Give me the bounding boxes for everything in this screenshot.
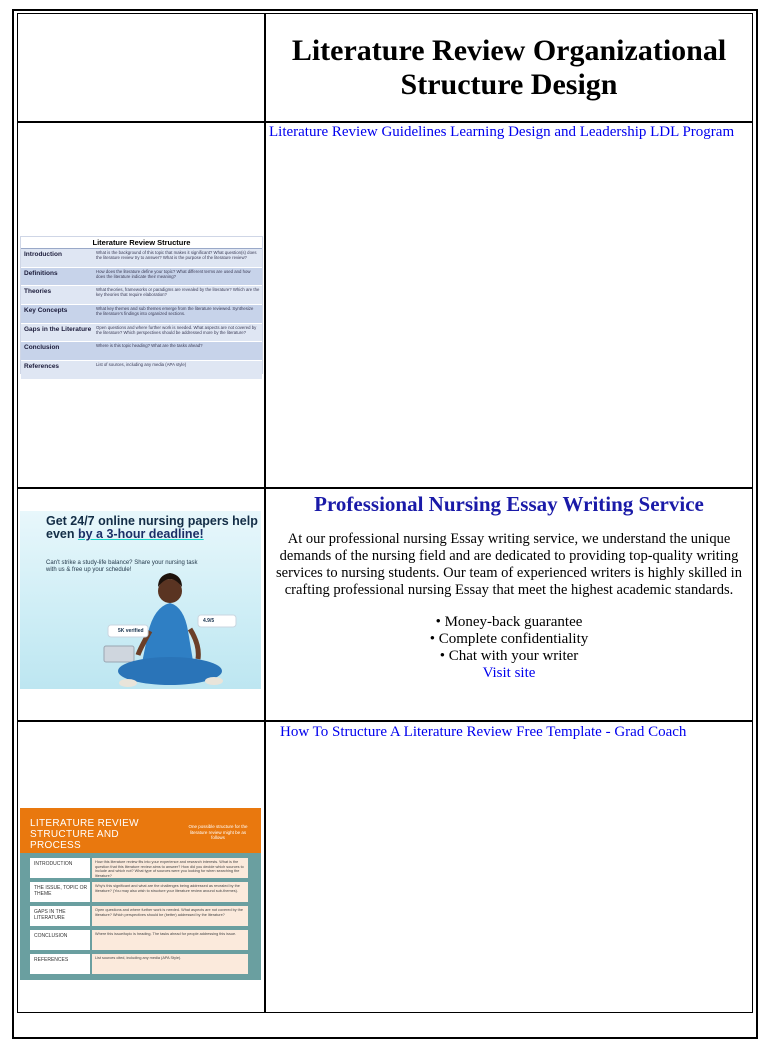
ad-headline-highlight: by a 3-hour deadline!	[77, 527, 204, 541]
thumbnail-row-text: What theories, frameworks or paradigms are revealed by the literature? Which are the key theories that require elaboration?	[96, 287, 260, 298]
thumbnail-table-row	[30, 882, 250, 902]
ad-benefits-list	[266, 599, 752, 665]
thumbnail-row-text: List of sources, including any media (APA style)	[96, 362, 187, 368]
thumbnail-row-text: List sources cited, including any media (APA Style).	[92, 954, 248, 974]
thumbnail-row-label: GAPS IN THE LITERATURE	[30, 906, 90, 926]
nurse-illustration	[20, 511, 261, 689]
benefit-item: • Money-back guarantee	[435, 614, 583, 630]
thumbnail-row-text: How does the literature define your topic? What different terms are used and how does the literature indicate their meaning?	[96, 268, 251, 279]
thumbnail-row-label: Conclusion	[24, 344, 60, 352]
benefit-item: • Chat with your writer	[439, 648, 579, 664]
thumbnail-row-label: REFERENCES	[30, 954, 90, 974]
row3-link-cell	[265, 721, 753, 1013]
thumbnail-row-text: Open questions and where further work is needed. What aspects are not covered by the literature? Which perspectives should be addressed more by the literature?	[96, 324, 257, 335]
structure-process-thumbnail[interactable]	[20, 808, 261, 980]
thumbnail-table-row	[21, 324, 262, 343]
grad-coach-link[interactable]: How To Structure A Literature Review Free Template - Grad Coach	[280, 724, 687, 740]
thumbnail-title: Literature Review Structure	[21, 237, 262, 249]
thumbnail-table-row	[21, 305, 262, 324]
thumbnail-table-row	[30, 858, 250, 878]
thumbnail-table-row	[21, 286, 262, 305]
thumbnail-row-label: Theories	[24, 288, 52, 296]
thumbnail-row-text: Open questions and where further work is needed. What aspects are not covered by the literature? Which perspectives should be (better) addressed by the literature?	[92, 906, 248, 926]
row2-ad-cell	[265, 488, 753, 721]
thumbnail-row-label: Introduction	[24, 251, 62, 258]
thumbnail-row-label: THE ISSUE, TOPIC OR THEME	[30, 882, 90, 902]
verified-badge: 5K verified	[118, 628, 144, 634]
nursing-ad-thumbnail[interactable]	[20, 511, 261, 689]
thumbnail-row-text: Where this issue/topic is heading. The tasks ahead for people addressing this issue.	[92, 930, 248, 950]
row3-image-cell	[17, 721, 265, 1013]
rating-badge: 4.9/5	[203, 618, 215, 624]
literature-structure-thumbnail[interactable]	[20, 236, 263, 374]
thumbnail-rows	[21, 249, 262, 380]
thumbnail-row-label: INTRODUCTION	[30, 858, 90, 878]
thumbnail-table-row	[21, 342, 262, 361]
visit-site-link[interactable]: Visit site	[482, 665, 536, 681]
benefit-item: • Complete confidentiality	[429, 631, 589, 647]
thumbnail-table-row	[30, 930, 250, 950]
thumbnail-row-label: CONCLUSION	[30, 930, 90, 950]
thumbnail-row-label: References	[24, 363, 60, 371]
thumbnail-row-label: Key Concepts	[24, 307, 68, 315]
ad-title[interactable]: Professional Nursing Essay Writing Service	[314, 492, 704, 516]
thumbnail-row-text: Why's this significant and what are the challenges being addressed as revealed by the literature? (You may also wish to structure your literature review around sub-themes).	[92, 882, 248, 902]
thumbnail-row-label: Gaps in the Literature	[24, 325, 92, 333]
thumbnail-table-row	[21, 268, 262, 287]
thumbnail-table-row	[21, 249, 262, 268]
thumbnail-row-text: How this literature review fits into your experience and research interests. What is the question that this literature review aims to answer? How did you decide which sources to include and which not? What type of sources were you looking for when searching the literature?	[92, 858, 248, 878]
thumbnail-row-text: What key themes and sub themes emerge from the literature reviewed. Synthesize the literature's findings into organized sections.	[96, 306, 254, 317]
header-left-cell	[17, 13, 265, 122]
ldl-guidelines-link[interactable]: Literature Review Guidelines Learning Design and Leadership LDL Program	[269, 124, 735, 140]
thumbnail-table-row	[30, 954, 250, 974]
thumbnail-row-text: What is the background of this topic that makes it significant? What question(s) does the literature review try to answer? What is the purpose of the literature review?	[96, 250, 257, 260]
thumbnail-note: One possible structure for the literature review might be as follows	[188, 824, 248, 840]
ad-description: At our professional nursing Essay writing service, we understand the unique demands of the nursing field and are dedicated to providing top-quality writing services to nursing students. Our team of experienced writers is highly skilled in crafting professional nursing Essay that meet the highest academic standards.	[276, 531, 742, 598]
ad-headline-text: Get 24/7 online nursing papers help even	[46, 514, 258, 541]
row1-link-cell	[265, 122, 753, 488]
page-title: Literature Review Organizational Structure Design	[291, 34, 727, 101]
thumbnail-table-row	[21, 361, 262, 380]
thumbnail-header-band	[20, 808, 261, 853]
thumbnail-table-row	[30, 906, 250, 926]
thumbnail-row-text: Where is this topic heading? What are the tasks ahead?	[96, 343, 203, 349]
row2-image-cell	[17, 488, 265, 721]
thumbnail-title: LITERATURE REVIEW STRUCTURE AND PROCESS	[30, 818, 139, 851]
header-title-cell	[265, 13, 753, 122]
thumbnail-row-label: Definitions	[24, 269, 58, 277]
ad-subtext: Can't strike a study-life balance? Share your nursing task with us & free up your schedule!	[46, 560, 198, 573]
row1-image-cell	[17, 122, 265, 488]
